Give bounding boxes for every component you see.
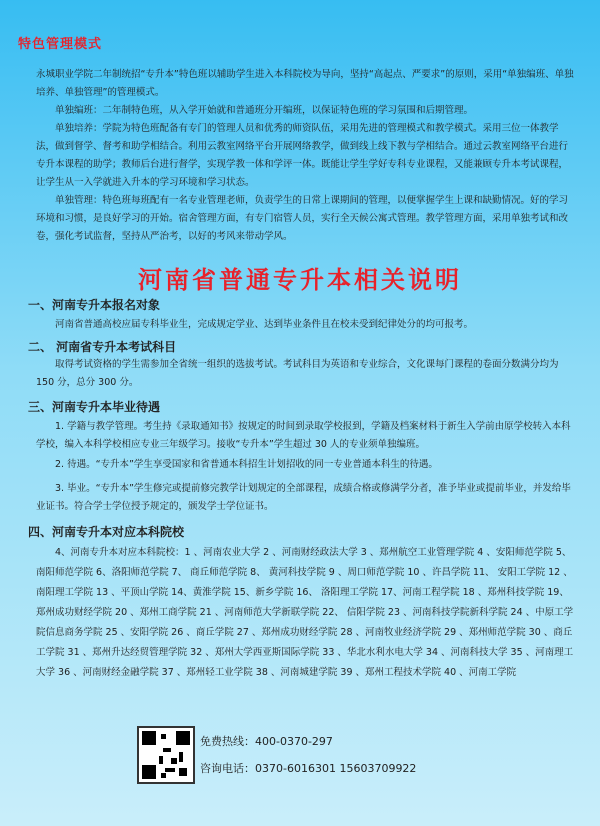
- eligibility-paragraph: 河南省普通高校应届专科毕业生，完成规定学业、达到毕业条件且在校未受到纪律处分的均可报考。: [55, 319, 474, 330]
- benefit-item-2: 2. 待遇。“专升本”学生享受国家和省普通本科招生计划招收的同一专业普通本科生的待遇。: [55, 459, 438, 470]
- main-title: 河南省普通专升本相关说明: [138, 266, 462, 294]
- separate-management-paragraph: 单独管理：特色班每班配有一名专业管理老师，负责学生的日常上课期间的管理，以便掌握学生上课和缺勤情况。好的学习环境和习惯，是良好学习的开始。宿舍管理方面，有专门宿管人员，实行全天候公寓式管理。教学管理方面，采用单独考试和改卷，强化考试监督，坚持从严治考，以好的考风来带动学风。: [36, 195, 569, 242]
- section-title-management: 特色管理模式: [18, 37, 103, 52]
- heading-universities: 四、河南专升本对应本科院校: [28, 525, 185, 539]
- intro-paragraph: 永城职业学院二年制统招“专升本”特色班以辅助学生进入本科院校为导向，坚持“高起点、严要求”的原则，采用“单独编班、单独培养、单独管理”的管理模式。: [36, 69, 574, 98]
- phone-number: 0370-6016301 15603709922: [255, 762, 417, 775]
- heading-eligibility: 一、河南专升本报名对象: [28, 298, 161, 312]
- heading-exam-subjects: 二、 河南省专升本考试科目: [28, 340, 177, 354]
- qr-code-icon: [137, 726, 195, 784]
- benefit-item-1: 1. 学籍与教学管理。考生持《录取通知书》按规定的时间到录取学校报到，学籍及档案材料于新生入学前由原学校转入本科学校，编入本科学校相应专业三年级学习。接收“专升本”学生超过 30 人的专业须单独编班。: [36, 421, 571, 450]
- hotline-row: [200, 733, 333, 749]
- benefit-item-3: 3. 毕业。“专升本”学生修完或提前修完教学计划规定的全部课程，成绩合格或修满学分者，准予毕业或提前毕业，并发给毕业证书。符合学士学位授予规定的，颁发学士学位证书。: [36, 483, 571, 512]
- hotline-label: 免费热线：: [200, 735, 255, 748]
- universities-paragraph: 4、河南专升本对应本科院校：1 、河南农业大学 2 、河南财经政法大学 3 、郑州航空工业管理学院 4 、安阳师范学院 5、 南阳师范学院 6、洛阳师范学院 7、 商丘师范学院 8、 黄河科技学院 9 、周口师范学院 10 、许昌学院 11、 安阳工学院 12 、南阳理工学院 13 、平顶山学院 14、黄淮学院 15、新乡学院 16、 洛阳理工学院 17、河南工程学院 18 、郑州科技学院 19、 郑州成功财经学院 20 、郑州工商学院 21 、河南师范大学新联学院 22、 信阳学院 23 、河南科技学院新科学院 24 、中原工学院信息商务学院 25 、安阳学院 26 、商丘学院 27 、郑州成功财经学院 28 、河南牧业经济学院 29 、郑州师范学院 30 、商丘工学院 31 、郑州升达经贸管理学院 32 、郑州大学西亚斯国际学院 33 、华北水利水电大学 34 、河南科技大学 35 、河南理工大学 36 、河南财经金融学院 37 、郑州轻工业学院 38 、河南城建学院 39 、郑州工程技术学院 40 、河南工学院: [36, 547, 574, 678]
- hotline-number: 400-0370-297: [255, 735, 333, 748]
- separate-training-paragraph: 单独培养：学院为特色班配备有专门的管理人员和优秀的师资队伍，采用先进的管理模式和教学模式。采用三位一体教学法，做到督学、督考和助学相结合。利用云教室网络平台开展网络教学，做到线上线下教与学相结合。通过云教室网络平台进行专升本课程的助学；教师后台进行督学，实现学教一体和学评一体。既能让学生学好专科专业课程，又能兼顾专升本考试课程，让学生从一入学就进入升本的学习环境和学习状态。: [36, 123, 569, 188]
- phone-label: 咨询电话：: [200, 762, 255, 775]
- phone-row: [200, 760, 416, 776]
- heading-graduation-benefits: 三、河南专升本毕业待遇: [28, 400, 161, 414]
- separate-class-paragraph: 单独编班：二年制特色班，从入学开始就和普通班分开编班，以保证特色班的学习氛围和后期管理。: [55, 105, 474, 116]
- exam-subjects-paragraph: 取得考试资格的学生需参加全省统一组织的选拔考试。考试科目为英语和专业综合，文化课每门课程的卷面分数满分均为 150 分，总分 300 分。: [36, 359, 559, 388]
